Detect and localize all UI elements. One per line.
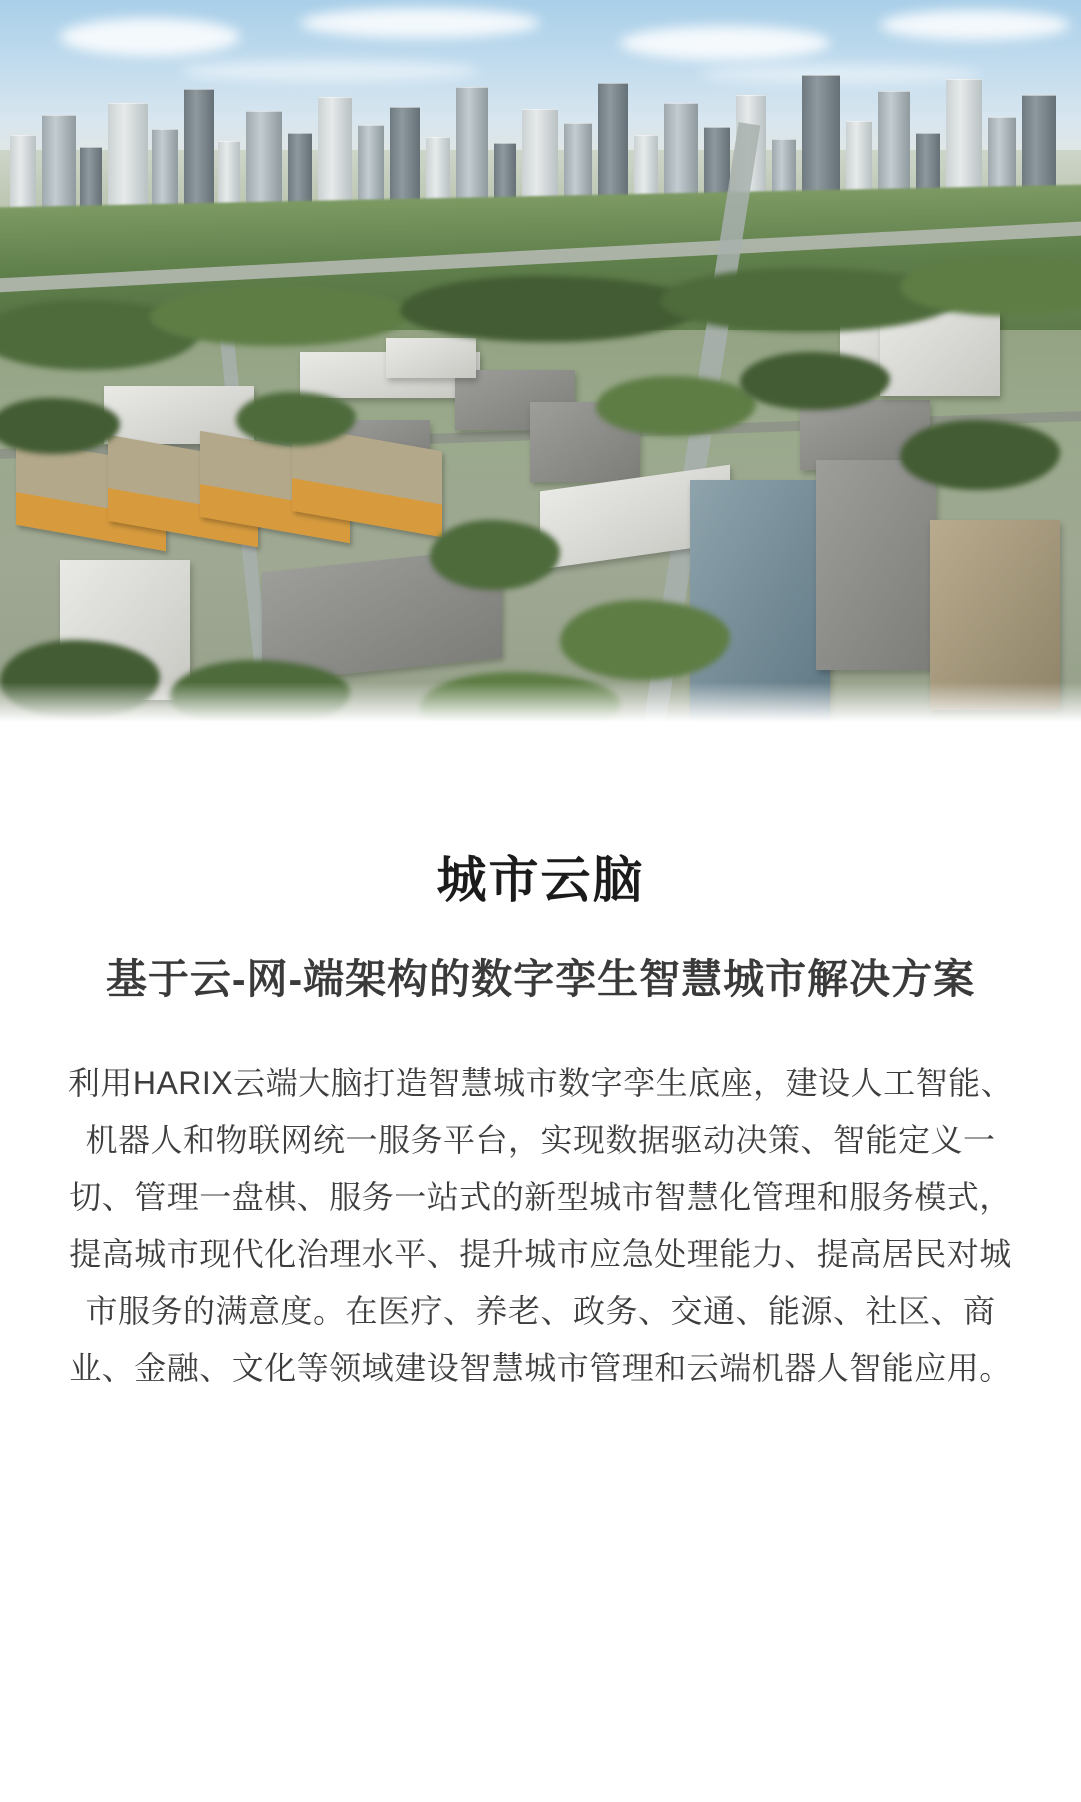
article-body: 利用HARIX云端大脑打造智慧城市数字孪生底座，建设人工智能、机器人和物联网统一服务平台，实现数据驱动决策、智能定义一切、管理一盘棋、服务一站式的新型城市智慧化管理和服务模式，提高城市现代化治理水平、提升城市应急处理能力、提高居民对城市服务的满意度。在医疗、养老、政务、交通、能源、社区、商业、金融、文化等领域建设智慧城市管理和云端机器人智能应用。 [67, 1065, 1014, 1387]
building [816, 460, 936, 670]
cloud [60, 18, 240, 56]
image-bottom-fade [0, 682, 1081, 722]
cloud [880, 10, 1070, 40]
page-subtitle: 基于云-网-端架构的数字孪生智慧城市解决方案 [105, 956, 976, 1002]
distant-skyline [0, 58, 1081, 208]
cloud [300, 8, 540, 38]
article-content [0, 722, 1081, 1397]
hero-image-aerial-city [0, 0, 1081, 722]
cloud [620, 26, 830, 60]
page-title: 城市云脑 [436, 852, 645, 908]
building [104, 386, 254, 444]
building [386, 338, 476, 378]
